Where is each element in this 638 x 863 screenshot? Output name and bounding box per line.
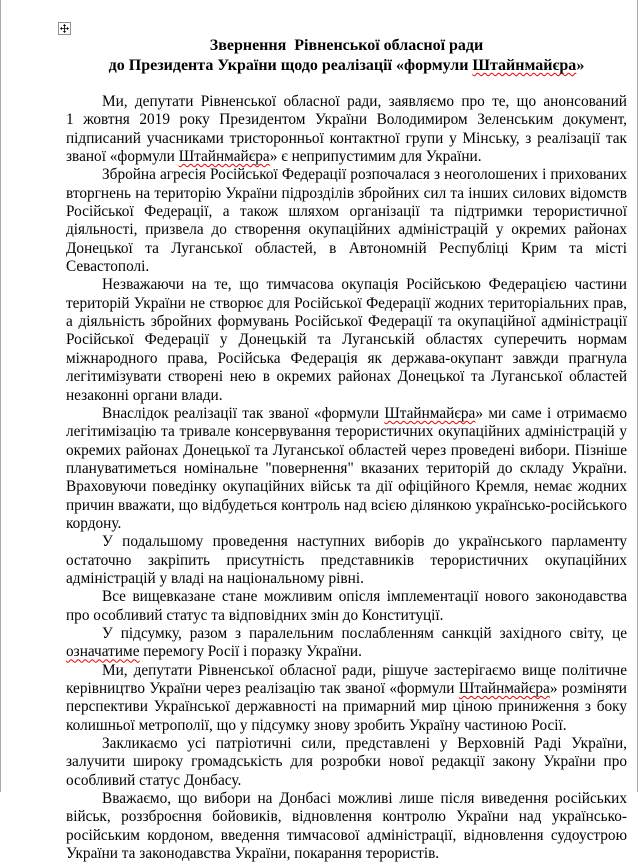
text-run: » ми саме і отримаємо легітимізацію та тривале консервування терористичних окупаційних адміністрацій у окремих районах Донецької та Луганської областей через проведені вибори. Пізніше плануватиметься номінальне "повернення" вказаних територій до складу України. Враховуючи поведінку окупаційних військ та дії офіційного Кремля, немає жодних причин вважати, що відбудеться контроль над всією ділянкою українсько-російського кордону. [66,404,631,532]
table-move-handle[interactable] [58,22,71,35]
paragraph [66,166,631,276]
text-run: У підсумку, разом з паралельним послабленням санкцій західного світу, це [102,624,631,642]
text-run: Незважаючи на те, що тимчасова окупація Російською Федерацією частини територій України не створює для Російської Федерації жодних територіальних прав, а діяльність збройних формувань Російської Федерації та окупаційної адміністрації Російської Федерації у Донецькій та Луганській областях суперечить нормам міжнародного права, Російська Федерація як держава-окупант завжди прагнула легітимізувати створені нею в окремих районах Донецької та Луганської областей незаконні органи влади. [66,276,631,404]
text-run: Збройна агресія Російської Федерації розпочалася з неоголошених і прихованих вторгнень на територію України підрозділів збройних сил та інших силових відомств Російської Федерації, а також шляхом організації та підтримки терористичної діяльності, призвела до створення окупаційних адміністрацій у окремих районах Донецької та Луганської областей, в Автономній Республіці Крим та місті Севастополі. [66,166,631,276]
paragraph [66,588,631,625]
misspelled-word: Штайнмайєра [178,148,270,166]
paragraph [66,624,631,662]
text-run: У подальшому проведення наступних виборів до українського парламенту остаточно закріпить присутність представників терористичних окупаційних адміністрацій у владі на національному рівні. [66,533,631,587]
text-run: Звернення Рівненської обласної ради [209,37,484,54]
text-run: Вважаємо, що вибори на Донбасі можливі лише після виведення російських військ, роззброєння бойовиків, відновлення контролю України над українсько-російським кордоном, введення тимчасової адміністрації, відновлення судоустрою України та законодавства України, покарання терористів. [66,790,631,863]
paragraph [66,533,631,588]
document-title [66,36,627,76]
title-line [66,56,627,76]
misspelled-word: означатиме [66,643,140,661]
text-run: перемогу Росії і поразку України. [139,643,362,661]
paragraph [66,735,631,790]
title-line [66,36,627,56]
paragraph [66,93,631,166]
text-run: » розміняти перспективи Української державності на примарний мир ціною приниження з боку колишньої метрополії, що у підсумку знову зробить Україну частиною Росії. [66,680,631,734]
misspelled-word: Штайнмайєра [472,57,577,74]
paragraph [66,661,631,735]
text-run: до Президента України щодо реалізації «формули [108,57,473,74]
paragraph [66,404,631,533]
text-run: Ми, депутати Рівненської обласної ради, заявляємо про те, що анонсований 1 жовтня 2019 року Президентом України Володимиром Зеленським документ, підписаний учасниками тристоронньої контактної групи у Мінську, з реалізації так званої «формули [66,93,631,166]
text-run: » є неприпустимим для України. [269,148,482,166]
text-run: » [576,57,585,74]
text-run: Все вищевказане стане можливим опісля імплементації нового законодавства про особливий статус та відповідних змін до Конституції. [66,588,631,624]
misspelled-word: Штайнмайєра [458,680,550,697]
four-way-move-icon [60,24,69,33]
paragraph [66,790,631,863]
text-run: Ми, депутати Рівненської обласної ради, рішуче застерігаємо вище політичне керівництво України через реалізацію так званої «формули [66,661,631,697]
text-run: Закликаємо усі патріотичні сили, представлені у Верховній Раді України, залучити широку громадськість для розробки нової редакції закону України про особливий статус Донбасу. [66,735,631,789]
text-run: Внаслідок реалізації так званої «формули [102,404,385,422]
paragraph [66,276,631,404]
misspelled-word: Штайнмайєра [384,404,476,422]
document-body [66,93,631,863]
